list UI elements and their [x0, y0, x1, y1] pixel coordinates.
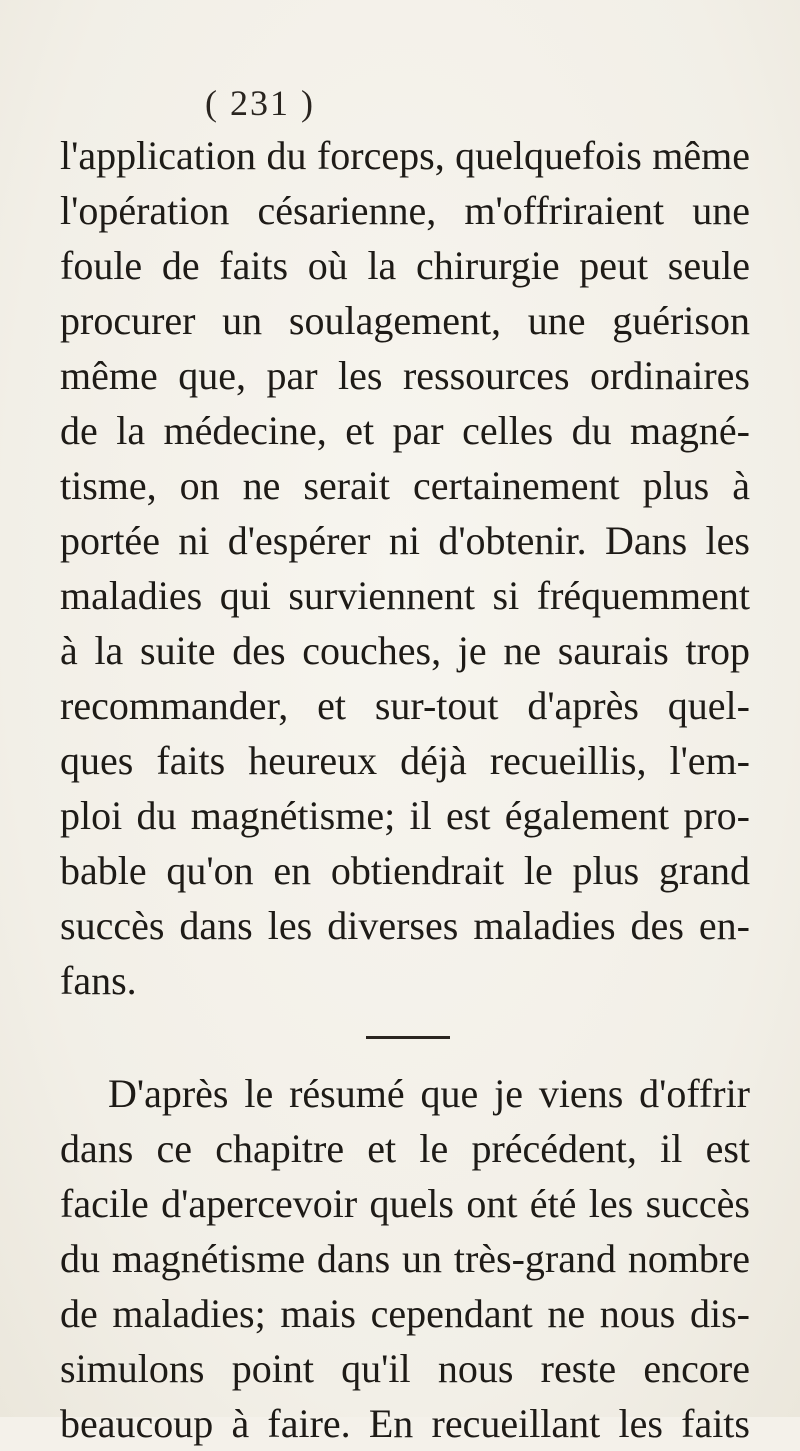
text-line: ques faits heureux déjà recueillis, l'em- [60, 738, 750, 783]
text-line: bable qu'on en obtiendrait le plus grand [60, 848, 750, 893]
text-line: dans ce chapitre et le précédent, il est [60, 1126, 750, 1171]
text-line: tisme, on ne serait certainement plus à [60, 463, 750, 508]
text-line: même que, par les ressources ordinaires [60, 353, 750, 398]
text-line: l'opération césarienne, m'offriraient une [60, 188, 750, 233]
text-line: du magnétisme dans un très-grand nombre [60, 1236, 750, 1281]
text-line: portée ni d'espérer ni d'obtenir. Dans les [60, 518, 750, 563]
text-line: l'application du forceps, quelquefois même [60, 133, 750, 178]
paragraph-1 [60, 128, 750, 1008]
separator-rule [366, 1036, 450, 1039]
text-line: foule de faits où la chirurgie peut seule [60, 243, 750, 288]
text-line: recommander, et sur-tout d'après quel- [60, 683, 750, 728]
text-line: de la médecine, et par celles du magné- [60, 408, 750, 453]
text-line: facile d'apercevoir quels ont été les succès [60, 1181, 750, 1226]
paragraph-2 [60, 1066, 750, 1451]
text-line: ploi du magnétisme; il est également pro- [60, 793, 750, 838]
text-line: fans. [60, 958, 137, 1003]
text-line: beaucoup à faire. En recueillant les faits [60, 1401, 750, 1446]
text-line: procurer un soulagement, une guérison [60, 298, 750, 343]
text-line: D'après le résumé que je viens d'offrir [108, 1071, 750, 1116]
text-line: maladies qui surviennent si fréquemment [60, 573, 750, 618]
text-line: à la suite des couches, je ne saurais trop [60, 628, 750, 673]
text-line: succès dans les diverses maladies des en- [60, 903, 750, 948]
section-separator [60, 1008, 750, 1066]
page-number: ( 231 ) [205, 83, 315, 123]
body-text [60, 128, 750, 1451]
text-line: de maladies; mais cependant ne nous dis- [60, 1291, 750, 1336]
text-line: simulons point qu'il nous reste encore [60, 1346, 750, 1391]
